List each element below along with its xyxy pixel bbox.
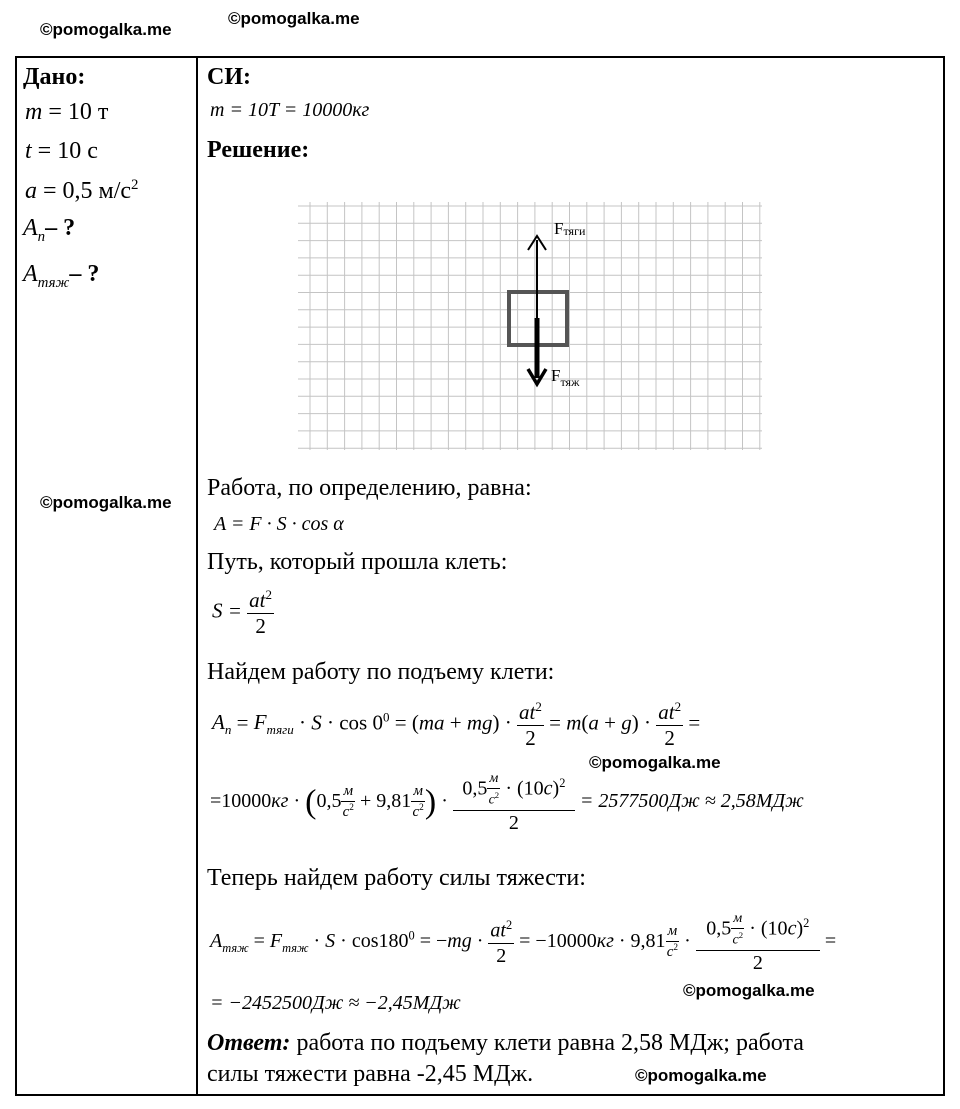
var-a-lift: $A_n$ — [23, 215, 46, 245]
gravity-label-sub: тяж — [560, 375, 580, 389]
var-m: m — [25, 99, 43, 125]
unknown-work-gravity — [23, 262, 99, 291]
work-definition-text: Работа, по определению, равна: — [207, 475, 532, 501]
work-formula: A = F · S · cos α — [214, 513, 344, 535]
answer-label: Ответ: — [207, 1030, 291, 1056]
unknown-work-gravity-mark: – ? — [69, 261, 100, 287]
force-diagram — [296, 200, 764, 456]
si-title: СИ: — [207, 64, 251, 90]
unknown-work-lift — [23, 216, 75, 245]
gravity-formula-line2: = −2452500Дж ≈ −2,45МДж — [210, 992, 461, 1014]
answer-text-1: работа по подъему клети равна 2,58 МДж; работа — [290, 1030, 804, 1056]
given-mass — [25, 100, 108, 124]
gravity-label — [551, 366, 580, 389]
given-acceleration-exp: 2 — [131, 177, 139, 193]
gravity-label-main: F — [551, 366, 561, 385]
si-conversion: m = 10T = 10000кг — [210, 99, 370, 121]
var-a: a — [25, 178, 37, 204]
path-formula-fraction — [247, 588, 274, 637]
watermark: ©pomogalka.me — [40, 20, 172, 39]
lift-result: = 2577500Дж ≈ 2,58МДж — [579, 789, 804, 812]
gravity-text: Теперь найдем работу силы тяжести: — [207, 865, 586, 891]
traction-label-main: F — [554, 219, 564, 238]
path-text: Путь, который прошла клеть: — [207, 549, 508, 575]
path-formula — [212, 588, 274, 637]
given-title: Дано: — [23, 64, 86, 90]
given-mass-value: = 10 т — [48, 99, 109, 125]
traction-label-sub: тяги — [563, 224, 586, 238]
lift-text: Найдем работу по подъему клети: — [207, 659, 555, 685]
unknown-work-lift-mark: – ? — [45, 215, 76, 241]
gravity-formula-line1: $A_{тяж} = F_{тяж} \cdot S \cdot \cos 180^0 = -mg$ · $\frac{at^2}{2}$ = −10000кг · 9,81 $\frac{м}{с^2}$ · 0,5 $\frac{м}{с^2}$ · $(10с)^2$ 2 = — [210, 911, 837, 974]
column-divider — [196, 56, 198, 1096]
given-acceleration — [25, 178, 138, 203]
path-formula-lhs: S = — [212, 598, 242, 623]
var-t: t — [25, 138, 32, 164]
grid-background — [298, 202, 762, 450]
given-time — [25, 139, 98, 163]
answer-line-1 — [207, 1031, 804, 1055]
solution-title: Решение: — [207, 137, 310, 163]
watermark: ©pomogalka.me — [228, 9, 360, 28]
watermark: ©pomogalka.me — [40, 493, 172, 512]
lift-formula-line1: $A_n = F_{тяги} \cdot S \cdot \cos 0^0 = (ma + mg)$ · $\frac{at^2}{2}$ = m(a + g) · $\frac{at^2}{2}$ = — [212, 699, 701, 750]
path-formula-numerator: $at^2$ — [249, 587, 273, 612]
given-acceleration-value: = 0,5 м/с — [43, 178, 132, 204]
watermark: ©pomogalka.me — [635, 1066, 767, 1085]
var-a-gravity: $A_{тяж}$ — [23, 261, 70, 291]
path-formula-denominator: 2 — [255, 614, 266, 638]
given-time-value: = 10 с — [37, 138, 98, 164]
watermark: ©pomogalka.me — [589, 753, 721, 772]
lift-formula-line2: =10000кг · (0,5 $\frac{м}{с^2}$ + 9,81 $\frac{м}{с^2}$ ) · 0,5 $\frac{м}{с^2}$ · $(10с)^2$ 2 = 2577500Дж ≈ 2,58МДж — [210, 771, 804, 834]
watermark: ©pomogalka.me — [683, 981, 815, 1000]
answer-line-2: силы тяжести равна -2,45 МДж. — [207, 1061, 534, 1087]
